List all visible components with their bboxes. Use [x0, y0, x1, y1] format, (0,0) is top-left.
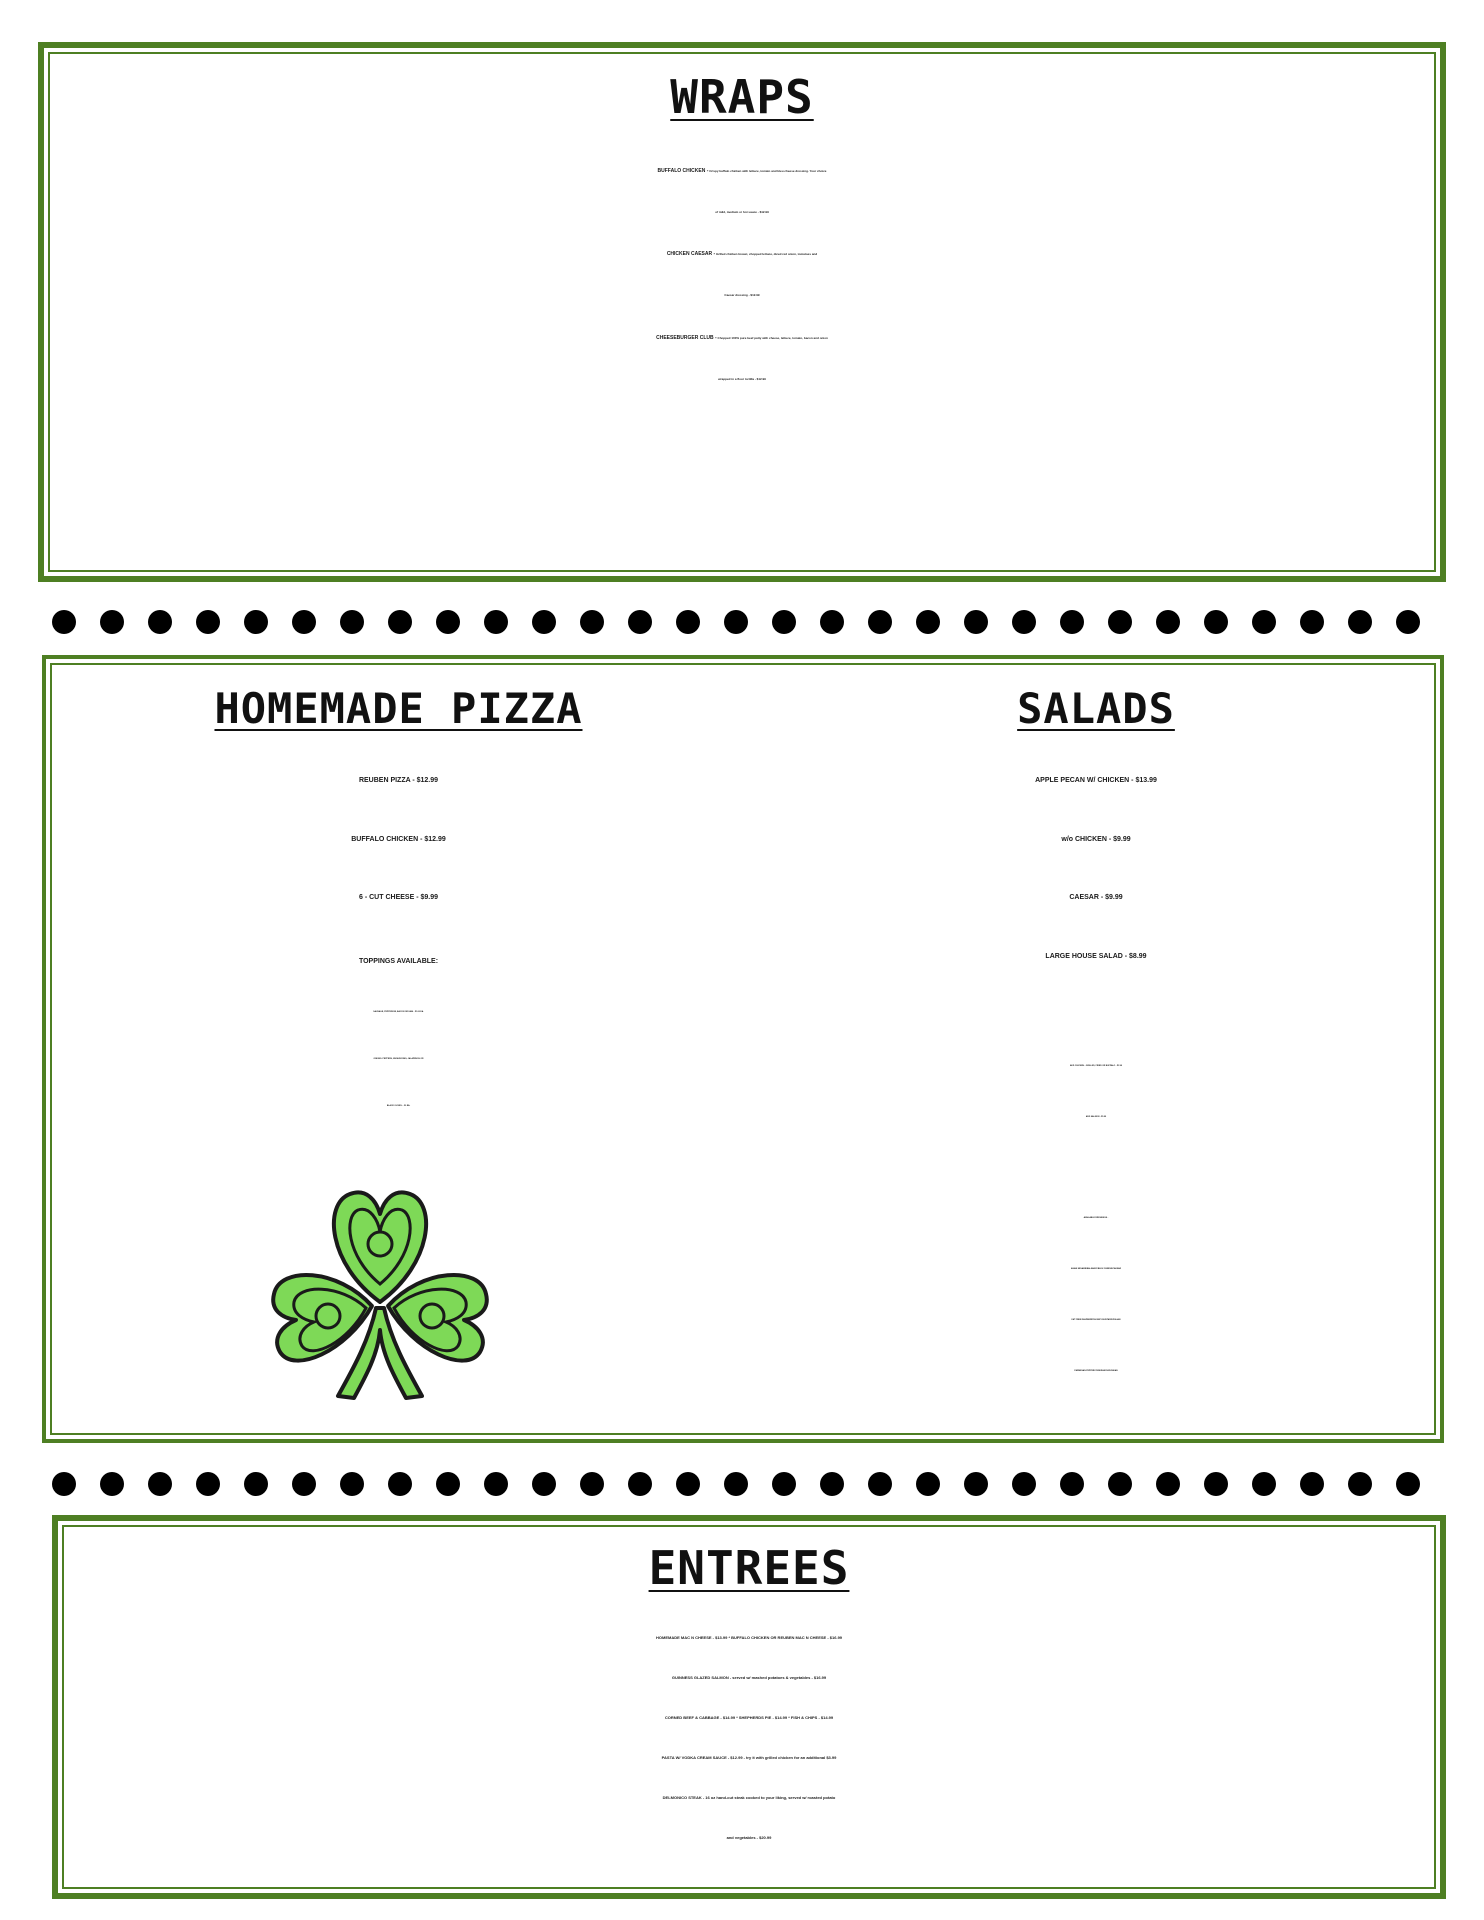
wraps-section: [38, 42, 1446, 582]
divider-dot: [484, 1472, 508, 1496]
divider-dot: [820, 1472, 844, 1496]
divider-dot: [52, 610, 76, 634]
entree-line: GUINNESS GLAZED SALMON - served w/ mashed potatoes & vegetables - $16.99: [671, 1675, 827, 1680]
wraps-item-desc: Grilled chicken breast, chopped lettuce, diced red onion, tomatoes and: [715, 252, 818, 256]
divider-dot: [1204, 610, 1228, 634]
wraps-item-name: CHEESEBURGER CLUB -: [656, 335, 717, 341]
entree-line: DELMONICO STEAK - 16 oz hand-cut steak cooked to your liking, served w/ roasted potato: [662, 1795, 836, 1800]
pizza-item: REUBEN PIZZA - $12.99: [358, 777, 439, 784]
divider-dot: [148, 1472, 172, 1496]
divider-dot: [964, 1472, 988, 1496]
divider-dot: [1300, 1472, 1324, 1496]
entree-line: HOMEMADE MAC N CHEESE - $13.99 * BUFFALO CHICKEN OR REUBEN MAC N CHEESE - $16.99: [655, 1635, 843, 1640]
entree-line: PASTA W/ VODKA CREAM SAUCE - $12.99 - try it with grilled chicken for an additional $3.99: [661, 1755, 837, 1760]
divider-dot: [1060, 1472, 1084, 1496]
divider-dot: [340, 1472, 364, 1496]
divider-dot: [532, 1472, 556, 1496]
divider-dot: [1396, 610, 1420, 634]
divider-dot: [1108, 610, 1132, 634]
divider-dot: [772, 610, 796, 634]
divider-dot: [820, 610, 844, 634]
divider-dot: [388, 610, 412, 634]
divider-dot: [676, 1472, 700, 1496]
divider-dot: [1252, 1472, 1276, 1496]
salad-addon: ADD CHICKEN - GRILLED, FRIED OR BUFFALO - $3.99: [1069, 1065, 1122, 1067]
pizza-title: HOMEMADE PIZZA: [214, 684, 583, 733]
divider-dot: [1348, 610, 1372, 634]
wraps-item-desc: Crispy buffalo chicken with lettuce, tomato and bleu cheese dressing. Your choice: [708, 169, 827, 173]
dressing-line: FAT FREE RASPBERRY/HONEY MUSTARD/ITALIAN: [1071, 1319, 1121, 1321]
divider-dot: [916, 610, 940, 634]
wraps-item-3-line-2: wrapped in a flour tortilla - $12.99: [718, 377, 766, 381]
divider-dot: [1060, 610, 1084, 634]
wraps-item-1-line-1: [44, 168, 1440, 174]
entrees-title: ENTREES: [648, 1541, 850, 1595]
divider-dot: [1204, 1472, 1228, 1496]
dressing-line: ASIAN SESAME/BALSAMIC/BLEU CHEESE/CAESAR: [1070, 1268, 1122, 1270]
salad-item: LARGE HOUSE SALAD - $8.99: [1045, 953, 1147, 960]
divider-dot: [244, 1472, 268, 1496]
wraps-item-2-line-1: [44, 251, 1440, 257]
salads-title: SALADS: [1017, 684, 1175, 733]
wraps-item-desc: Chopped 100% pure beef patty with cheese, lettuce, tomato, bacon and onion: [716, 336, 828, 340]
divider-dot: [1348, 1472, 1372, 1496]
dot-divider-bottom: [52, 1472, 1442, 1502]
divider-dot: [436, 610, 460, 634]
wraps-item-name: CHICKEN CAESAR -: [666, 251, 716, 257]
divider-dot: [484, 610, 508, 634]
wraps-item-2-line-2: Caesar dressing - $12.99: [724, 293, 760, 297]
divider-dot: [1156, 1472, 1180, 1496]
pizza-item: BUFFALO CHICKEN - $12.99: [351, 836, 446, 843]
salad-item: w/o CHICKEN - $9.99: [1061, 836, 1131, 843]
divider-dot: [724, 610, 748, 634]
salad-addon: ADD SALMON - $5.99: [1085, 1116, 1107, 1118]
dressings-heading: AVAILABLE DRESSINGS :: [1083, 1217, 1109, 1219]
divider-dot: [1396, 1472, 1420, 1496]
divider-dot: [292, 1472, 316, 1496]
pizza-column: [46, 659, 751, 1439]
divider-dot: [868, 1472, 892, 1496]
divider-dot: [532, 610, 556, 634]
divider-dot: [196, 610, 220, 634]
divider-dot: [868, 610, 892, 634]
wraps-title: WRAPS: [670, 70, 814, 124]
salad-item: APPLE PECAN W/ CHICKEN - $13.99: [1035, 777, 1157, 784]
pizza-topping-line: BLACK OLIVES - .50 EA.: [386, 1105, 411, 1107]
divider-dot: [292, 610, 316, 634]
divider-dot: [340, 610, 364, 634]
divider-dot: [244, 610, 268, 634]
pizza-topping-line: SAUSAGE, PEPPERONI, BACON OR HAM - $1.00 EA.: [373, 1011, 424, 1013]
divider-dot: [52, 1472, 76, 1496]
divider-dot: [436, 1472, 460, 1496]
divider-dot: [1012, 1472, 1036, 1496]
salad-item: CAESAR - $9.99: [1069, 894, 1123, 901]
divider-dot: [628, 610, 652, 634]
divider-dot: [580, 1472, 604, 1496]
divider-dot: [724, 1472, 748, 1496]
pizza-salads-section: [42, 655, 1444, 1443]
entree-line: and vegetables - $20.99: [726, 1835, 772, 1840]
dressing-line: PARMESAN PEPPERCORN/RANCH/RUSSIAN: [1074, 1370, 1118, 1372]
pizza-item: 6 - CUT CHEESE - $9.99: [359, 894, 438, 901]
wraps-item-1-line-2: of mild, medium or hot sauce - $12.99: [715, 210, 769, 214]
divider-dot: [772, 1472, 796, 1496]
celtic-shamrock-icon: [268, 1184, 492, 1402]
divider-dot: [676, 610, 700, 634]
salads-column: [751, 659, 1441, 1439]
divider-dot: [916, 1472, 940, 1496]
wraps-item-name: BUFFALO CHICKEN -: [657, 168, 709, 174]
wraps-item-3-line-1: [44, 335, 1440, 341]
entrees-section: [52, 1515, 1446, 1899]
divider-dot: [1012, 610, 1036, 634]
divider-dot: [628, 1472, 652, 1496]
entree-line: CORNED BEEF & CABBAGE - $14.99 * SHEPHERDS PIE - $14.99 * FISH & CHIPS - $14.99: [664, 1715, 834, 1720]
pizza-topping-line: ONIONS. PEPPERS, MUSHROOMS, JALAPENOS OR: [373, 1058, 424, 1060]
divider-dot: [1300, 610, 1324, 634]
divider-dot: [100, 610, 124, 634]
divider-dot: [148, 610, 172, 634]
divider-dot: [388, 1472, 412, 1496]
dot-divider-top: [52, 610, 1442, 640]
divider-dot: [964, 610, 988, 634]
divider-dot: [1156, 610, 1180, 634]
pizza-toppings-heading: TOPPINGS AVAILABLE:: [358, 958, 439, 965]
divider-dot: [1108, 1472, 1132, 1496]
divider-dot: [1252, 610, 1276, 634]
divider-dot: [196, 1472, 220, 1496]
divider-dot: [100, 1472, 124, 1496]
divider-dot: [580, 610, 604, 634]
